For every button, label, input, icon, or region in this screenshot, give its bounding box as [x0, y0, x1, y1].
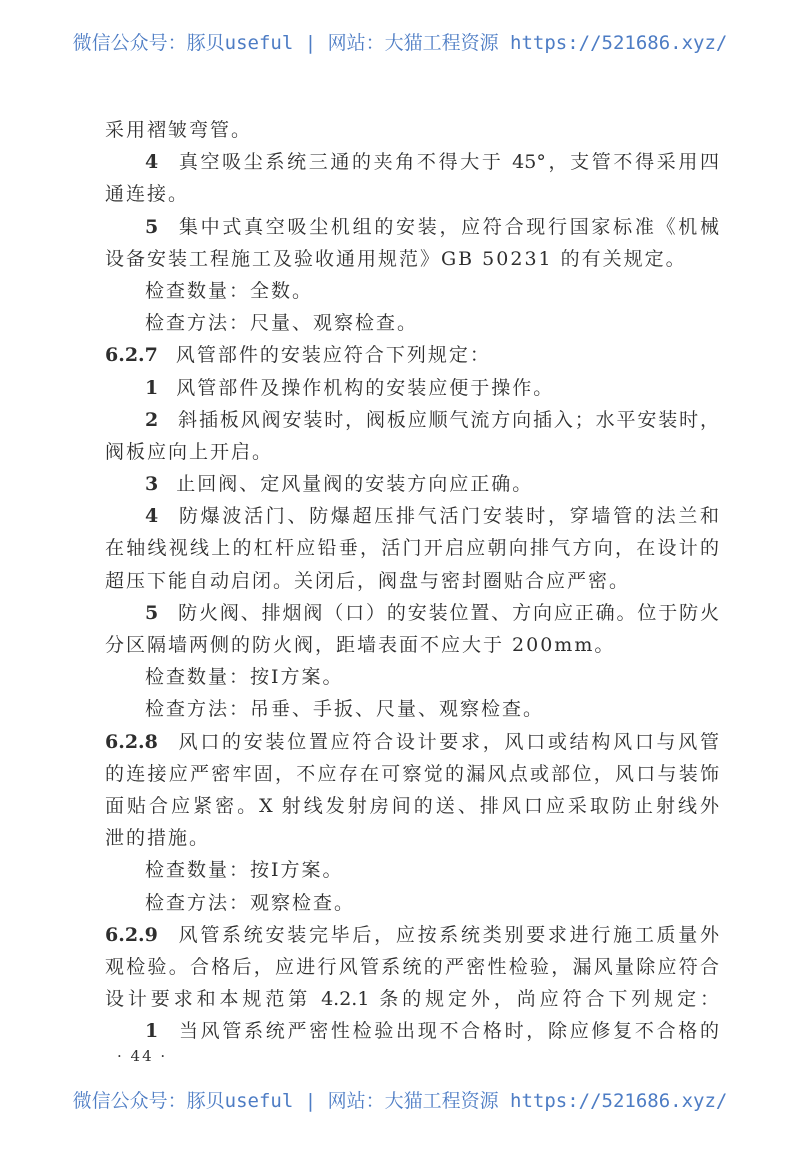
text-line [105, 243, 719, 275]
text-line [105, 436, 719, 468]
text-line [105, 887, 719, 919]
clause-number: 5 [145, 215, 159, 238]
clause-number: 6.2.7 [105, 344, 158, 367]
line-text: 集中式真空吸尘机组的安装，应符合现行国家标准《机械 [176, 215, 719, 238]
text-line [105, 693, 719, 725]
line-text: 设计要求和本规范第 4.2.1 条的规定外，尚应符合下列规定： [105, 988, 719, 1011]
text-line [105, 629, 719, 661]
text-line [105, 404, 719, 436]
clause-number: 2 [145, 408, 159, 431]
line-text: 检查方法：尺量、观察检查。 [145, 312, 419, 335]
line-text: 风管部件的安装应符合下列规定： [175, 344, 491, 367]
clause-number: 4 [145, 505, 159, 528]
line-text: 真空吸尘系统三通的夹角不得大于 45°，支管不得采用四 [176, 151, 719, 174]
line-text: 止回阀、定风量阀的安装方向应正确。 [176, 473, 534, 496]
clause-number: 1 [145, 376, 159, 399]
text-line [105, 983, 719, 1015]
page-number: · 44 · [117, 1047, 168, 1065]
line-text: 检查方法：吊垂、手扳、尺量、观察检查。 [145, 698, 545, 721]
line-text: 检查数量：全数。 [145, 279, 314, 302]
line-text: 斜插板风阀安装时，阀板应顺气流方向插入；水平安装时， [176, 408, 719, 431]
text-line [105, 372, 719, 404]
line-text: 检查数量：按Ⅰ方案。 [145, 859, 344, 882]
clause-line [105, 919, 719, 951]
line-text: 在轴线视线上的杠杆应铅垂，活门开启应朝向排气方向，在设计的 [105, 537, 719, 560]
line-text: 检查数量：按Ⅰ方案。 [145, 666, 344, 689]
clause-number: 1 [145, 1020, 159, 1043]
line-text: 泄的措施。 [105, 827, 211, 850]
text-line [105, 661, 719, 693]
watermark-banner-bottom: 微信公众号：豚贝useful | 网站：大猫工程资源 https://521686.xyz/ [72, 1090, 728, 1112]
text-line [105, 790, 719, 822]
document-body [105, 114, 719, 1047]
text-line [105, 114, 719, 146]
watermark-banner-top: 微信公众号：豚贝useful | 网站：大猫工程资源 https://521686.xyz/ [72, 32, 728, 54]
clause-number: 3 [145, 473, 159, 496]
clause-number: 5 [145, 601, 159, 624]
text-line [105, 146, 719, 178]
text-line [105, 758, 719, 790]
line-text: 防爆波活门、防爆超压排气活门安装时，穿墙管的法兰和 [176, 505, 719, 528]
line-text: 风管部件及操作机构的安装应便于操作。 [176, 376, 555, 399]
text-line [105, 275, 719, 307]
clause-number: 6.2.9 [105, 923, 158, 946]
clause-number: 4 [145, 151, 159, 174]
line-text: 风口的安装位置应符合设计要求，风口或结构风口与风管 [175, 730, 719, 753]
clause-line [105, 339, 719, 371]
text-line [105, 854, 719, 886]
line-text: 面贴合应紧密。X 射线发射房间的送、排风口应采取防止射线外 [105, 794, 719, 817]
clause-line [105, 726, 719, 758]
line-text: 设备安装工程施工及验收通用规范》GB 50231 的有关规定。 [105, 247, 687, 270]
clause-number: 6.2.8 [105, 730, 158, 753]
line-text: 超压下能自动启闭。关闭后，阀盘与密封圈贴合应严密。 [105, 569, 631, 592]
text-line [105, 597, 719, 629]
line-text: 分区隔墙两侧的防火阀，距墙表面不应大于 200mm。 [105, 634, 616, 656]
text-line [105, 178, 719, 210]
line-text: 检查方法：观察检查。 [145, 891, 356, 914]
text-line [105, 822, 719, 854]
line-text: 防火阀、排烟阀（口）的安装位置、方向应正确。位于防火 [176, 601, 719, 624]
line-text: 观检验。合格后，应进行风管系统的严密性检验，漏风量除应符合 [105, 955, 719, 978]
line-text: 采用褶皱弯管。 [105, 119, 253, 141]
line-text: 当风管系统严密性检验出现不合格时，除应修复不合格的 [176, 1020, 719, 1043]
line-text: 风管系统安装完毕后，应按系统类别要求进行施工质量外 [175, 923, 719, 946]
text-line [105, 500, 719, 532]
line-text: 的连接应严密牢固，不应存在可察觉的漏风点或部位，风口与装饰 [105, 762, 719, 785]
text-line [105, 211, 719, 243]
line-text: 通连接。 [105, 183, 190, 206]
line-text: 阀板应向上开启。 [105, 440, 274, 463]
text-line [105, 307, 719, 339]
text-line [105, 951, 719, 983]
text-line [105, 1015, 719, 1047]
text-line [105, 532, 719, 564]
text-line [105, 468, 719, 500]
text-line [105, 565, 719, 597]
